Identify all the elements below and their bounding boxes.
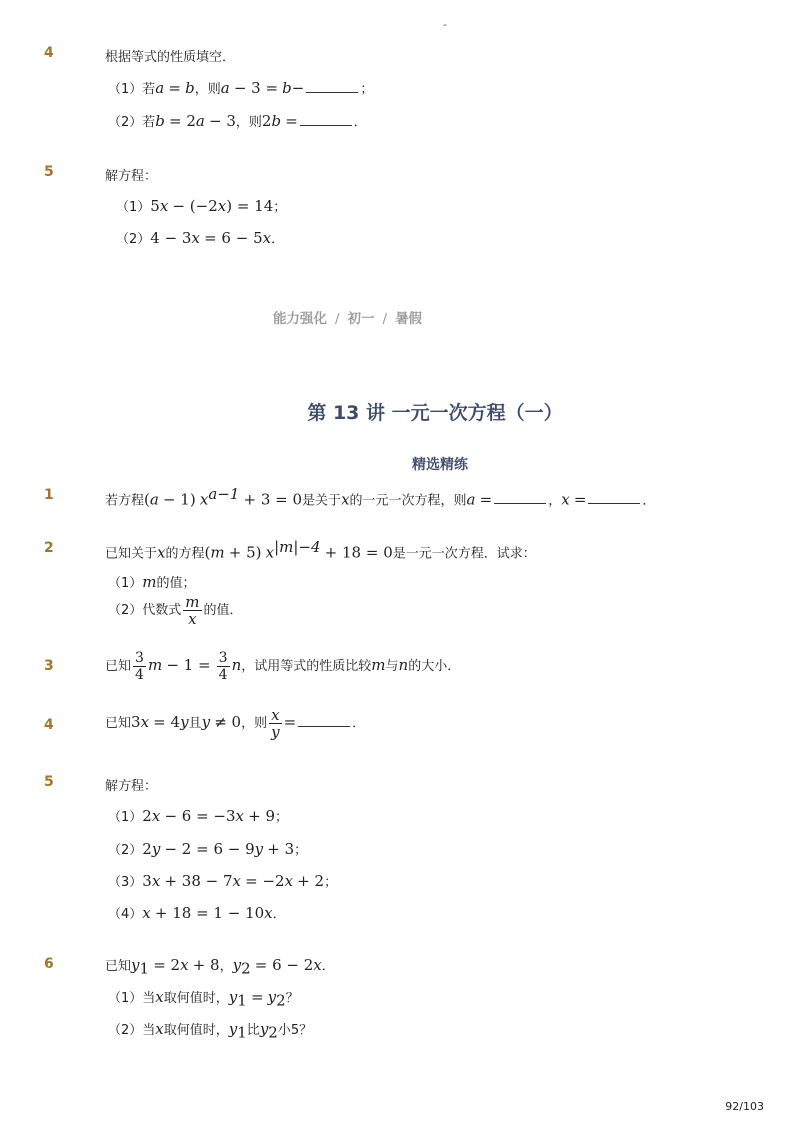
question-stem: 已知$y_1 = 2x + 8$，$y_2 = 6 - 2x$． <box>105 956 335 978</box>
answer-blank[interactable] <box>300 125 352 126</box>
fraction: $\frac{x}{y}$ <box>271 706 280 741</box>
question-stem: 解方程： <box>105 169 158 184</box>
question-part: （1）若a = b，则a − 3 = b− ； <box>108 79 374 97</box>
question-part: （1）5x − (−2x) = 14； <box>116 197 287 215</box>
question-part: （1）2x − 6 = −3x + 9； <box>108 807 289 825</box>
question-stem: 已知关于x的方程(m + 5) $x^{|m|-4} + 18 = 0$是一元一次方程．试求： <box>105 538 536 562</box>
fraction: $\frac{m}{x}$ <box>185 593 200 628</box>
question-part: （4）x + 18 = 1 − 10x． <box>108 904 286 922</box>
breadcrumb-item[interactable]: 初一 <box>347 311 375 327</box>
question-part: （2）2y − 2 = 6 − 9y + 3； <box>108 840 308 858</box>
question-number: 3 <box>44 658 54 674</box>
answer-blank[interactable] <box>494 503 546 504</box>
question-number: 4 <box>44 717 54 733</box>
question-stem: 已知3x = 4y且y ≠ 0，则 $\frac{x}{y}$ = ． <box>105 706 366 741</box>
question-part: （2）当x取何值时，$y_1$比$y_2$小5？ <box>108 1020 313 1042</box>
question-stem: 若方程(a − 1) $x^{a-1} + 3 = 0$是关于x的一元一次方程，则a = ，x = ． <box>105 485 656 509</box>
fraction: $\frac{3}{4}$ <box>218 650 228 683</box>
question-number: 6 <box>44 956 54 972</box>
section-title: 精选精练 <box>412 457 468 473</box>
question-part: （2）4 − 3x = 6 − 5x． <box>116 229 285 247</box>
question-number: 5 <box>44 774 54 790</box>
question-part: （1）当x取何值时，$y_1 = y_2$？ <box>108 988 299 1010</box>
question-number: 4 <box>44 45 54 61</box>
question-part: （2）若b = 2a − 3，则2b = ． <box>108 112 367 130</box>
lecture-title: 第 13 讲 一元一次方程（一） <box>307 402 563 424</box>
answer-blank[interactable] <box>306 92 358 93</box>
question-number: 2 <box>44 540 54 556</box>
question-part: （3）3x + 38 − 7x = −2x + 2； <box>108 872 338 890</box>
question-part: （2）代数式 $\frac{m}{x}$ 的值． <box>108 593 243 628</box>
breadcrumb: 能力强化 / 初一 / 暑假 <box>272 311 423 327</box>
breadcrumb-item[interactable]: 暑假 <box>395 311 423 327</box>
question-part: （1）m的值； <box>108 573 196 591</box>
question-stem: 已知 $\frac{3}{4}$ m − 1 = $\frac{3}{4}$ n，试用等式的性质比较m与n的大小． <box>105 650 461 683</box>
answer-blank[interactable] <box>298 726 350 727</box>
header-mark: - <box>443 18 447 31</box>
breadcrumb-item[interactable]: 能力强化 <box>272 311 327 327</box>
fraction: $\frac{3}{4}$ <box>135 650 144 683</box>
question-stem: 解方程： <box>105 779 158 794</box>
page-number: 92/103 <box>725 1100 764 1113</box>
answer-blank[interactable] <box>588 503 640 504</box>
question-number: 1 <box>44 487 54 503</box>
question-stem: 根据等式的性质填空． <box>105 50 236 65</box>
question-number: 5 <box>44 164 54 180</box>
